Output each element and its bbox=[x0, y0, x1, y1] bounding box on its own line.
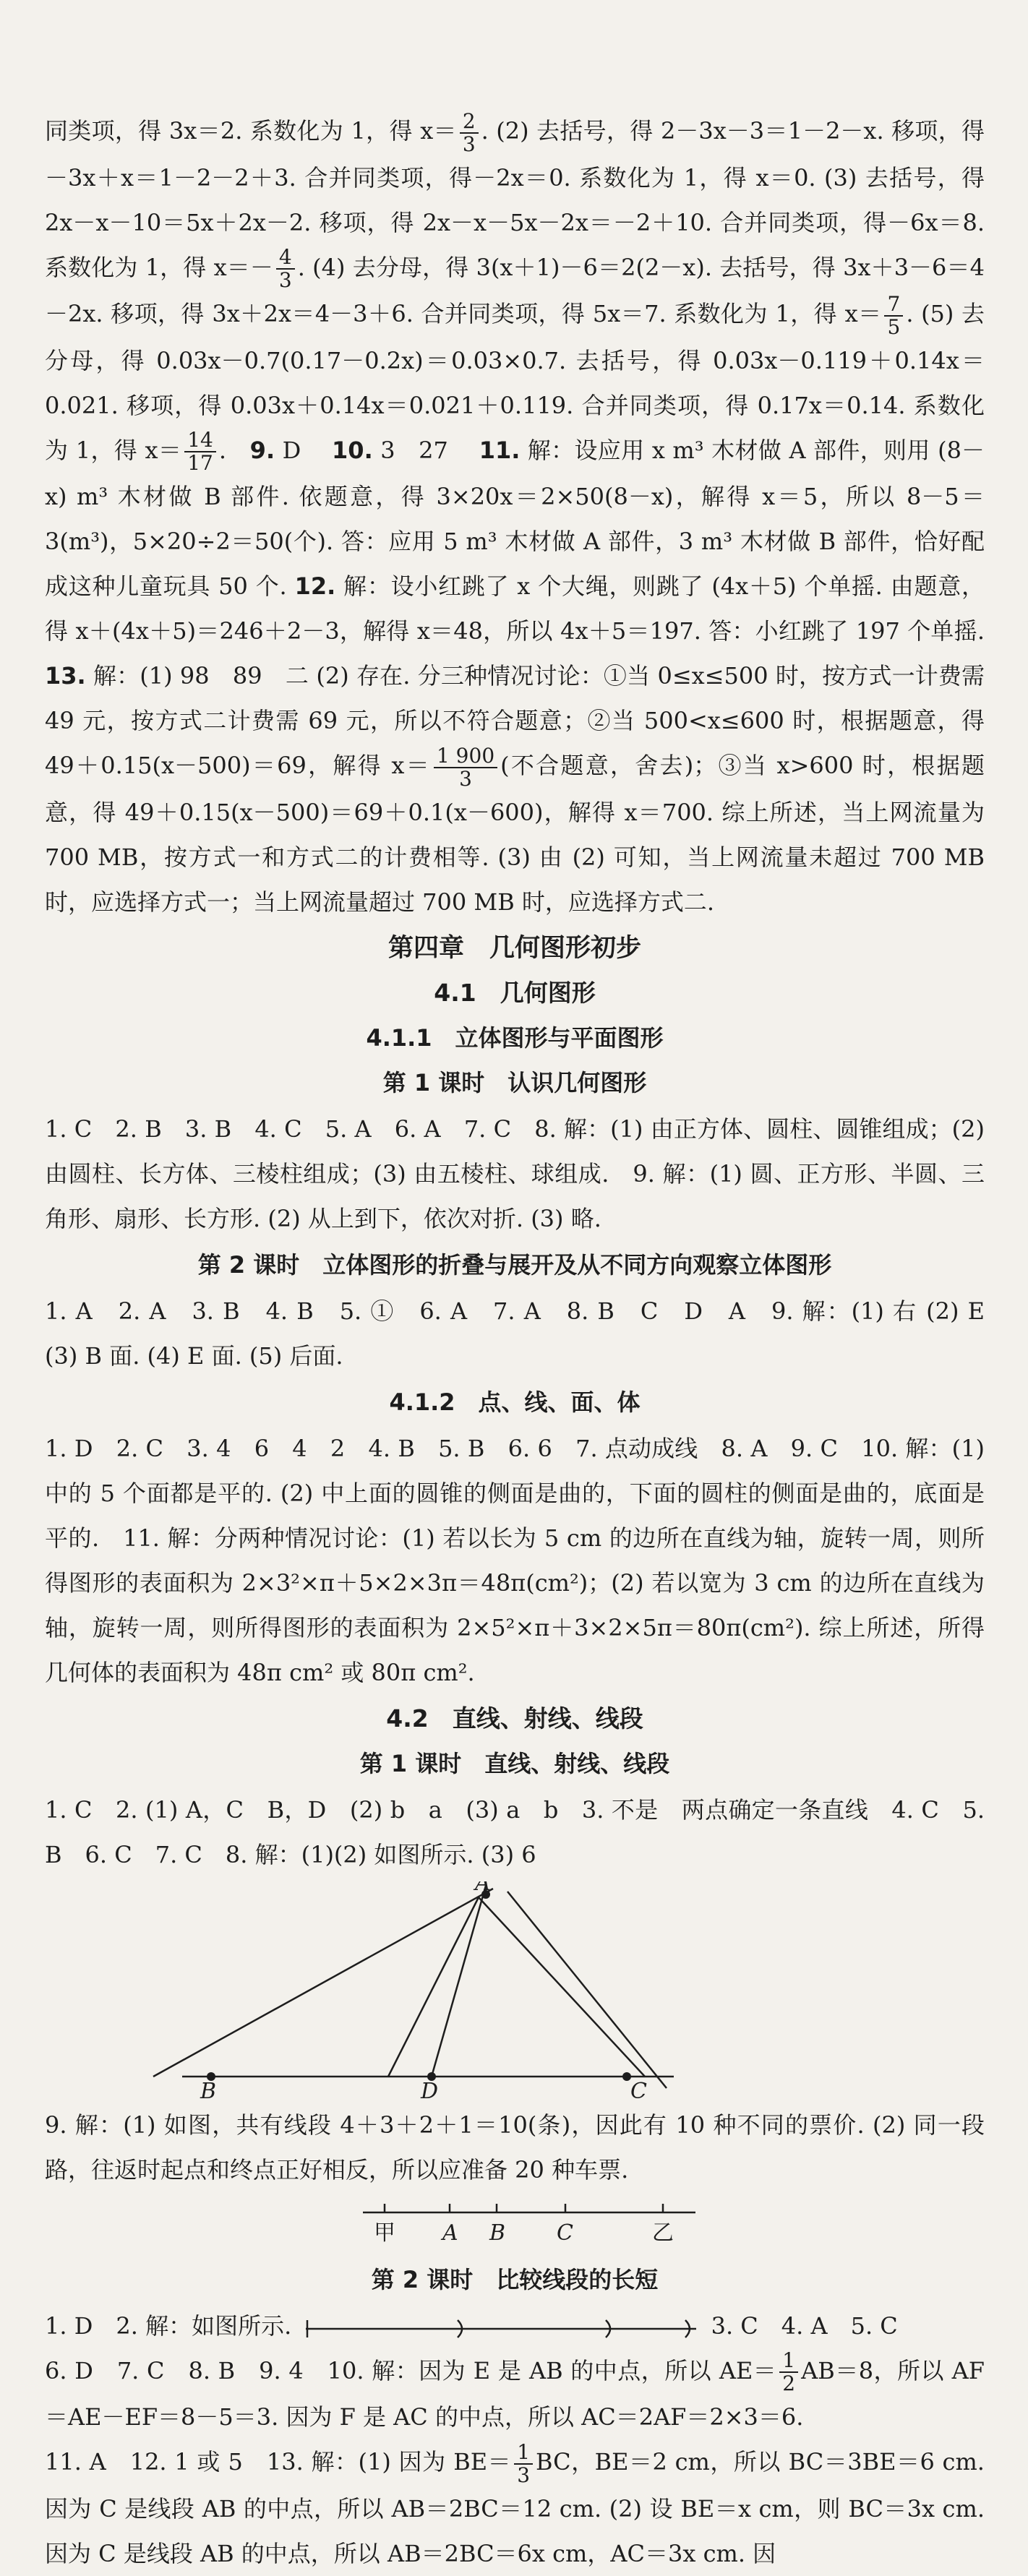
answer-page bbox=[45, 108, 1008, 2576]
fraction: $\frac{7}{5}$ bbox=[884, 293, 903, 338]
route-point-3: B bbox=[489, 2220, 506, 2246]
lesson-1-answers: 1. C 2. B 3. B 4. C 5. A 6. A 7. C 8. 解：(1) 由正方体、圆柱、圆锥组成；(2) 由圆柱、长方体、三棱柱组成；(3) 由五棱柱、球组成. 9. 解：(1) 圆、正方形、半圆、三角形、扇形、长方形. (2) 从上到下，依次对折. (3) 略. bbox=[45, 1115, 985, 1232]
fraction: $\frac{1 900}{3}$ bbox=[434, 745, 497, 790]
lesson-2-answers: 1. A 2. A 3. B 4. B 5. ① 6. A 7. A 8. B C D A 9. 解：(1) 右 (2) E (3) B 面. (4) E 面. (5) 后面. bbox=[45, 1297, 1008, 1370]
chapter-heading: 第四章 几何图形初步 bbox=[387, 933, 641, 963]
segment-comparison-diagram bbox=[299, 2313, 703, 2342]
question-10-answer: 6. D 7. C 8. B 9. 4 10. 解：因为 E 是 AB 的中点，所以 AE＝ $\frac{1}{2}$ AB＝8，所以 AF＝AE－EF＝8－5＝3. 因为 F 是 AC 的中点，所以 AC＝2AF＝2×3＝6. bbox=[45, 2348, 985, 2431]
fraction: $\frac{4}{3}$ bbox=[276, 246, 295, 291]
lesson-4-2-1-answers: 1. C 2. (1) A，C B，D (2) b a (3) a b 3. 不是 两点确定一条直线 4. C 5. B 6. C 7. C 8. 解：(1)(2) 如图所示. (3) 6 bbox=[45, 1795, 985, 1868]
section-4-1-2-answers: 1. D 2. C 3. 4 6 4 2 4. B 5. B 6. 6 7. 点动成线 8. A 9. C 10. 解：(1) 中的 5 个面都是平的. (2) 中上面的圆锥的侧面是曲的，下面的圆柱的侧面是曲的，底面是平的. 11. 解：分两种情况讨论：(1) 若以长为 5 cm 的边所在直线为轴，旋转一周，则所得图形的表面积为 2×3²×π＋5×2×3π＝48π(cm²)；(2) 若以宽为 3 cm 的边所在直线为轴，旋转一周，则所得图形的表面积为 2×5²×π＋3×2×5π＝80π(cm²). 综上所述，所得几何体的表面积为 48π cm² 或 80π cm². bbox=[45, 1434, 985, 1686]
route-point-4: C bbox=[557, 2220, 573, 2246]
fraction: $\frac{1}{2}$ bbox=[779, 2350, 798, 2395]
fraction: $\frac{14}{17}$ bbox=[184, 429, 216, 474]
section-heading-4-1-1: 4.1.1 立体图形与平面图形 bbox=[366, 1023, 664, 1052]
fraction: $\frac{1}{3}$ bbox=[514, 2442, 533, 2486]
point-label-A: A bbox=[475, 1881, 491, 1896]
section-heading-4-1-2: 4.1.2 点、线、面、体 bbox=[389, 1388, 641, 1416]
section-heading-4-2: 4.2 直线、射线、线段 bbox=[386, 1704, 643, 1733]
lesson-4-2-2-q1: 1. D 2. 解：如图所示. 3. C 4. A 5. C bbox=[45, 2304, 985, 2348]
point-label-C: C bbox=[630, 2078, 647, 2098]
route-line-diagram bbox=[45, 2197, 985, 2254]
lesson-heading-4-2-2: 第 2 课时 比较线段的长短 bbox=[371, 2265, 659, 2293]
triangle-figure bbox=[45, 1881, 985, 2098]
point-label-D: D bbox=[421, 2078, 439, 2098]
solution-paragraph-1: 同类项，得 3x＝2. 系数化为 1，得 x＝ $\frac{2}{3}$ . (2) 去括号，得 2－3x－3＝1－2－x. 移项，得－3x＋x＝1－2－2＋3. 合并同类项，得－2x＝0. 系数化为 1，得 x＝0. (3) 去括号，得 2x－x－10＝5x＋2x－2. 移项，得 2x－x－5x－2x＝－2＋10. 合并同类项，得－6x＝8. 系数化为 1，得 x＝－ $\frac{4}{3}$ . (4) 去分母，得 3(x＋1)－6＝2(2－x). 去括号，得 3x＋3－6＝4－2x. 移项，得 3x＋2x＝4－3＋6. 合并同类项，得 5x＝7. 系数化为 1，得 x＝ $\frac{7}{5}$ . (5) 去分母，得 0.03x－0.7(0.17－0.2x)＝0.03×0.7. 去括号，得 0.03x－0.119＋0.14x＝0.021. 移项，得 0.03x＋0.14x＝0.021＋0.119. 合并同类项，得 0.17x＝0.14. 系数化为 1，得 x＝ $\frac{14}{17}$ . 9. D 10. 3 27 11. 解：设应用 x m³ 木材做 A 部件，则用 (8－x) m³ 木材做 B 部件. 依题意，得 3×20x＝2×50(8－x)，解得 x＝5，所以 8－5＝3(m³)，5×20÷2＝50(个). 答：应用 5 m³ 木材做 A 部件，3 m³ 木材做 B 部件，恰好配成这种儿童玩具 50 个. 12. 解：设小红跳了 x 个大绳，则跳了 (4x＋5) 个单摇. 由题意，得 x＋(4x＋5)＝246＋2－3，解得 x＝48，所以 4x＋5＝197. 答：小红跳了 197 个单摇. 13. 解：(1) 98 89 二 (2) 存在. 分三种情况讨论：①当 0≤x≤500 时，按方式一计费需 49 元，按方式二计费需 69 元，所以不符合题意；②当 500<x≤600 时，根据题意，得 49＋0.15(x－500)＝69，解得 x＝ $\frac{1 900}{3}$ (不合题意，舍去)；③当 x>600 时，根据题意，得 49＋0.15(x－500)＝69＋0.1(x－600)，解得 x＝700. 综上所述，当上网流量为 700 MB，按方式一和方式二的计费相等. (3) 由 (2) 可知，当上网流量未超过 700 MB 时，应选择方式一；当上网流量超过 700 MB 时，应选择方式二. bbox=[45, 108, 985, 916]
lesson-heading-1: 第 1 课时 认识几何图形 bbox=[382, 1068, 647, 1096]
fraction: $\frac{2}{3}$ bbox=[460, 111, 479, 155]
triangle-diagram bbox=[45, 1881, 985, 2098]
ticket-route-figure bbox=[45, 2197, 985, 2254]
section-heading-4-1: 4.1 几何图形 bbox=[434, 978, 596, 1007]
route-point-5: 乙 bbox=[652, 2220, 674, 2246]
route-point-1: 甲 bbox=[374, 2220, 395, 2246]
question-13-answer: 11. A 12. 1 或 5 13. 解：(1) 因为 BE＝ $\frac{1}{3}$ BC，BE＝2 cm，所以 BC＝3BE＝6 cm. 因为 C 是线段 AB 的中点，所以 AB＝2BC＝12 cm. (2) 设 BE＝x cm，则 BC＝3x cm. 因为 C 是线段 AB 的中点，所以 AB＝2BC＝6x cm，AC＝3x cm. 因 bbox=[45, 2439, 985, 2567]
route-point-2: A bbox=[442, 2220, 458, 2246]
point-label-B: B bbox=[200, 2078, 217, 2098]
question-9-answer: 9. 解：(1) 如图，共有线段 4＋3＋2＋1＝10(条)，因此有 10 种不同的票价. (2) 同一段路，往返时起点和终点正好相反，所以应准备 20 种车票. bbox=[45, 2111, 985, 2184]
lesson-heading-4-2-1: 第 1 课时 直线、射线、线段 bbox=[359, 1749, 670, 1777]
lesson-heading-2: 第 2 课时 立体图形的折叠与展开及从不同方向观察立体图形 bbox=[197, 1250, 832, 1279]
